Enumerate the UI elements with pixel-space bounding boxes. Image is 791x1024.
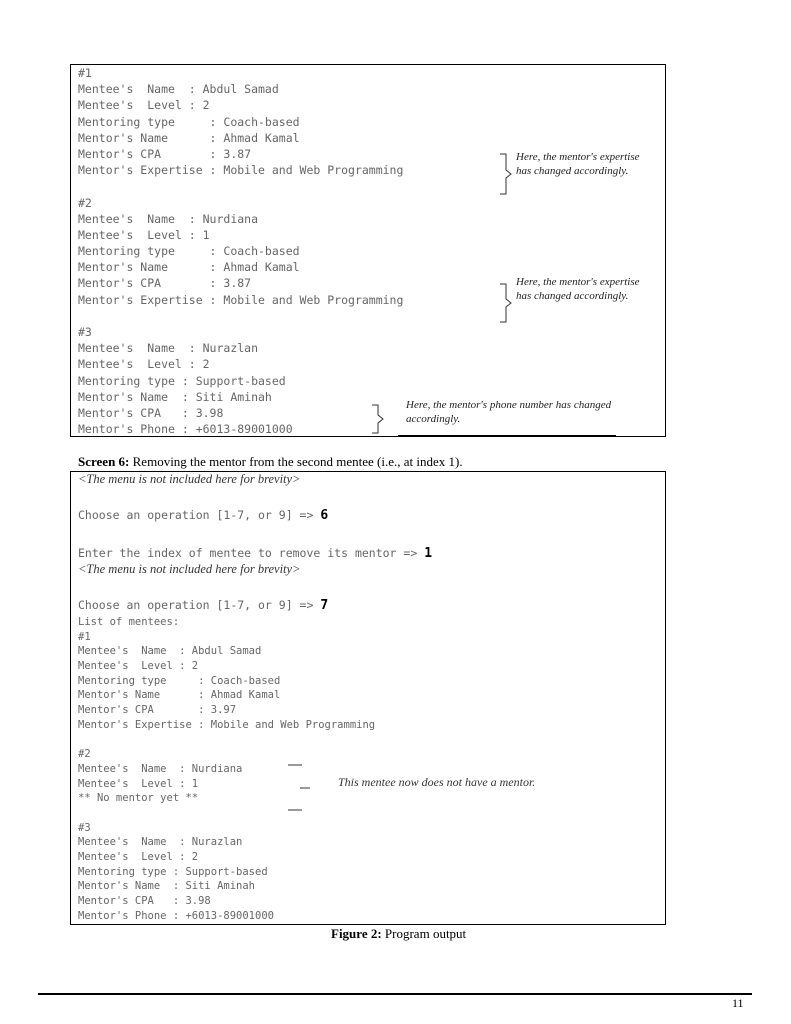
menu-omitted-note-1: <The menu is not included here for brevity> — [78, 472, 301, 486]
prompt-line-3: Choose an operation [1-7, or 9] => 7 — [78, 598, 329, 613]
screen5-output-line: Mentor's Name : Siti Aminah — [78, 389, 272, 404]
screen5-output-line: Mentee's Level : 2 — [78, 98, 210, 113]
screen5-output-line: #3 — [78, 325, 92, 339]
screen5-output-line: Mentor's CPA : 3.98 — [78, 405, 224, 420]
annotation-expertise-2: Here, the mentor's expertise has changed accordingly. — [516, 276, 640, 302]
mentee-list-line — [78, 806, 375, 821]
mentee-list-line: Mentee's Level : 1 — [78, 777, 199, 790]
screen5-output-line: Mentor's Phone : +6013-89001000 — [78, 422, 293, 437]
screen5-output-line: Mentoring type : Support-based — [78, 373, 286, 388]
mentee-list-line: Mentor's CPA : 3.97 — [78, 704, 237, 717]
footer-rule — [38, 993, 752, 995]
screen5-output-line: Mentor's CPA : 3.87 — [78, 146, 252, 161]
mentee-list-line: Mentor's Name : Siti Aminah — [78, 880, 256, 893]
screen5-output-line: Mentoring type : Coach-based — [78, 114, 300, 129]
brace-2 — [497, 280, 513, 326]
screen5-output-line: Mentor's Name : Ahmad Kamal — [78, 260, 300, 275]
annotation-phone: Here, the mentor's phone number has changed accordingly. — [406, 399, 612, 425]
screen5-output-line: Mentee's Level : 2 — [78, 357, 210, 372]
screen5-output-line: Mentor's Name : Ahmad Kamal — [78, 130, 300, 145]
menu-omitted-note-2: <The menu is not included here for brevity> — [78, 562, 301, 576]
answer-3: 7 — [320, 598, 329, 613]
mentee-list-line: Mentee's Level : 2 — [78, 660, 199, 673]
brace-1 — [497, 150, 513, 198]
brace-3 — [370, 403, 386, 435]
prompt-line-1: Choose an operation [1-7, or 9] => 6 — [78, 508, 329, 523]
figure-caption: Figure 2: Program output — [331, 926, 467, 941]
screen5-output-line: Mentor's Expertise : Mobile and Web Programming — [78, 163, 404, 178]
brace-no-mentor — [288, 760, 312, 816]
mentee-list-line: Mentoring type : Support-based — [78, 865, 268, 878]
screen5-output-line: Mentee's Level : 1 — [78, 227, 210, 242]
screen5-output-line: Mentoring type : Coach-based — [78, 244, 300, 259]
mentee-list-line: #3 — [78, 821, 91, 834]
annotation-expertise-1: Here, the mentor's expertise has changed accordingly. — [516, 151, 640, 177]
prompt-line-2: Enter the index of mentee to remove its mentor => 1 — [78, 546, 433, 561]
screen5-output-line — [78, 178, 403, 194]
screen5-output-line: Mentor's CPA : 3.87 — [78, 276, 252, 291]
screen6-caption: Screen 6: Removing the mentor from the second mentee (i.e., at index 1). — [78, 454, 463, 469]
answer-1: 6 — [320, 508, 329, 523]
mentee-list-line: Mentor's Name : Ahmad Kamal — [78, 689, 281, 702]
screen5-output-line — [78, 308, 403, 324]
screen5-output-text — [78, 65, 403, 437]
screen5-output-line: Mentee's Name : Nurdiana — [78, 211, 259, 226]
mentee-list-line: Mentee's Name : Abdul Samad — [78, 645, 262, 658]
mentee-list-line: Mentor's Expertise : Mobile and Web Programming — [78, 718, 376, 731]
mentee-list-line: Mentor's Phone : +6013-89001000 — [78, 909, 274, 922]
screen5-output-line: Mentee's Name : Abdul Samad — [78, 82, 279, 97]
mentee-list-line: List of mentees: — [78, 616, 180, 628]
mentee-list-line: Mentee's Name : Nurazlan — [78, 836, 243, 849]
annotation-underline — [398, 435, 616, 436]
screen5-output-line: Mentor's Expertise : Mobile and Web Programming — [78, 292, 404, 307]
mentee-list-line: Mentoring type : Coach-based — [78, 674, 281, 687]
mentee-list-line: #2 — [78, 748, 91, 761]
mentee-list-line: ** No mentor yet ** — [78, 792, 199, 805]
mentee-list-text — [78, 615, 375, 923]
annotation-no-mentor: This mentee now does not have a mentor. — [338, 775, 536, 789]
mentee-list-line: Mentee's Level : 2 — [78, 851, 199, 863]
mentee-list-line: Mentee's Name : Nurdiana — [78, 762, 243, 775]
page-number: 11 — [732, 996, 744, 1010]
screen5-output-line: #1 — [78, 66, 92, 80]
mentee-list-line: #1 — [78, 630, 91, 643]
answer-2: 1 — [424, 546, 433, 561]
mentee-list-line — [78, 733, 375, 748]
screen5-output-line: #2 — [78, 195, 92, 210]
screen5-output-line: Mentee's Name : Nurazlan — [78, 341, 259, 356]
mentee-list-line: Mentor's CPA : 3.98 — [78, 895, 211, 908]
